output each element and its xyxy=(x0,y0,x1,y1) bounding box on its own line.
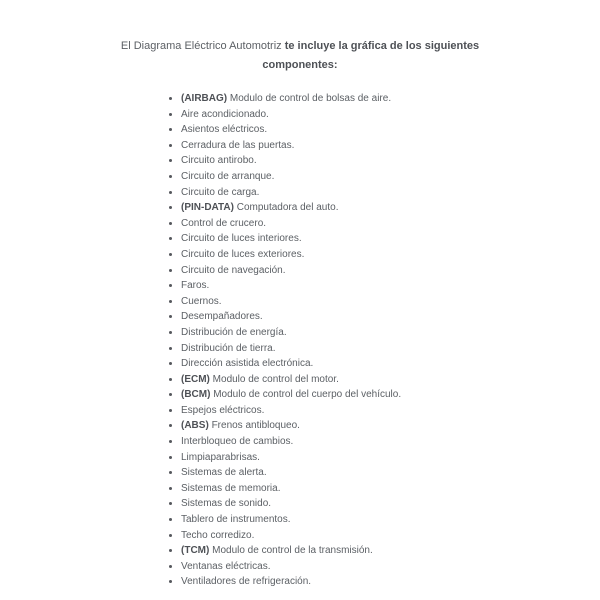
component-code: (BCM) xyxy=(181,389,214,401)
list-item xyxy=(181,91,600,107)
list-item xyxy=(181,216,600,232)
list-item xyxy=(181,325,600,341)
list-item xyxy=(181,153,600,169)
list-item xyxy=(181,450,600,466)
component-label: Limpiaparabrisas. xyxy=(181,451,260,463)
component-label: Cuernos. xyxy=(181,295,222,307)
list-item xyxy=(181,294,600,310)
title-bold-text-line1: te incluye la gráfica de los siguientes xyxy=(284,40,480,52)
list-item xyxy=(181,122,600,138)
title-regular-text: El Diagrama Eléctrico Automotriz xyxy=(120,40,285,52)
list-item xyxy=(181,574,600,590)
component-label: Computadora del auto. xyxy=(236,202,339,214)
list-item xyxy=(181,403,600,419)
list-item xyxy=(181,247,600,263)
page-title xyxy=(0,0,600,75)
component-label: Cerradura de las puertas. xyxy=(181,139,295,151)
list-item xyxy=(181,185,600,201)
component-code: (ECM) xyxy=(181,373,213,385)
component-label: Aire acondicionado. xyxy=(181,108,269,120)
component-label: Desempañadores. xyxy=(181,311,263,323)
component-code: (TCM) xyxy=(181,545,213,557)
component-code: (AIRBAG) xyxy=(181,93,230,104)
component-label: Asientos eléctricos. xyxy=(181,124,268,136)
list-item xyxy=(181,434,600,450)
component-label: Espejos eléctricos. xyxy=(181,404,265,416)
list-item xyxy=(181,528,600,544)
component-label: Modulo de control de bolsas de aire. xyxy=(229,93,392,104)
title-bold-text-line2: componentes: xyxy=(262,59,338,71)
list-item xyxy=(181,512,600,528)
component-label: Distribución de energía. xyxy=(181,326,287,338)
list-item xyxy=(181,107,600,123)
component-label: Circuito de arranque. xyxy=(181,170,275,182)
list-item xyxy=(181,278,600,294)
list-item xyxy=(181,465,600,481)
component-label: Control de crucero. xyxy=(181,217,267,229)
list-item xyxy=(181,263,600,279)
component-label: Interbloqueo de cambios. xyxy=(181,436,294,448)
list-item xyxy=(181,309,600,325)
component-code: (ABS) xyxy=(181,420,212,432)
list-item xyxy=(181,387,600,403)
component-label: Ventiladores de refrigeración. xyxy=(181,576,312,588)
component-label: Circuito de navegación. xyxy=(181,264,286,276)
list-item xyxy=(181,559,600,575)
list-item xyxy=(181,496,600,512)
component-label: Sistemas de sonido. xyxy=(181,498,272,510)
component-label: Distribución de tierra. xyxy=(181,342,276,354)
component-label: Dirección asistida electrónica. xyxy=(181,358,314,370)
component-label: Modulo de control del motor. xyxy=(212,373,339,385)
component-label: Sistemas de memoria. xyxy=(181,482,281,494)
component-label: Circuito de luces interiores. xyxy=(181,233,302,245)
list-item xyxy=(181,138,600,154)
component-label: Circuito de luces exteriores. xyxy=(181,248,305,260)
component-list xyxy=(0,91,600,590)
component-label: Techo corredizo. xyxy=(181,529,255,541)
component-label: Sistemas de alerta. xyxy=(181,467,267,479)
list-item xyxy=(181,341,600,357)
component-label: Ventanas eléctricas. xyxy=(181,560,271,572)
component-label: Circuito antirobo. xyxy=(181,155,257,167)
list-item xyxy=(181,372,600,388)
component-label: Frenos antibloqueo. xyxy=(211,420,300,432)
list-item xyxy=(181,231,600,247)
component-label: Modulo de control de la transmisión. xyxy=(212,545,373,557)
list-item xyxy=(181,418,600,434)
list-item xyxy=(181,169,600,185)
component-label: Circuito de carga. xyxy=(181,186,260,198)
list-item xyxy=(181,481,600,497)
component-code: (PIN-DATA) xyxy=(181,202,237,214)
component-label: Tablero de instrumentos. xyxy=(181,514,291,526)
component-label: Faros. xyxy=(181,280,210,292)
component-label: Modulo de control del cuerpo del vehículo. xyxy=(213,389,402,401)
list-item xyxy=(181,543,600,559)
list-item xyxy=(181,356,600,372)
list-item xyxy=(181,200,600,216)
